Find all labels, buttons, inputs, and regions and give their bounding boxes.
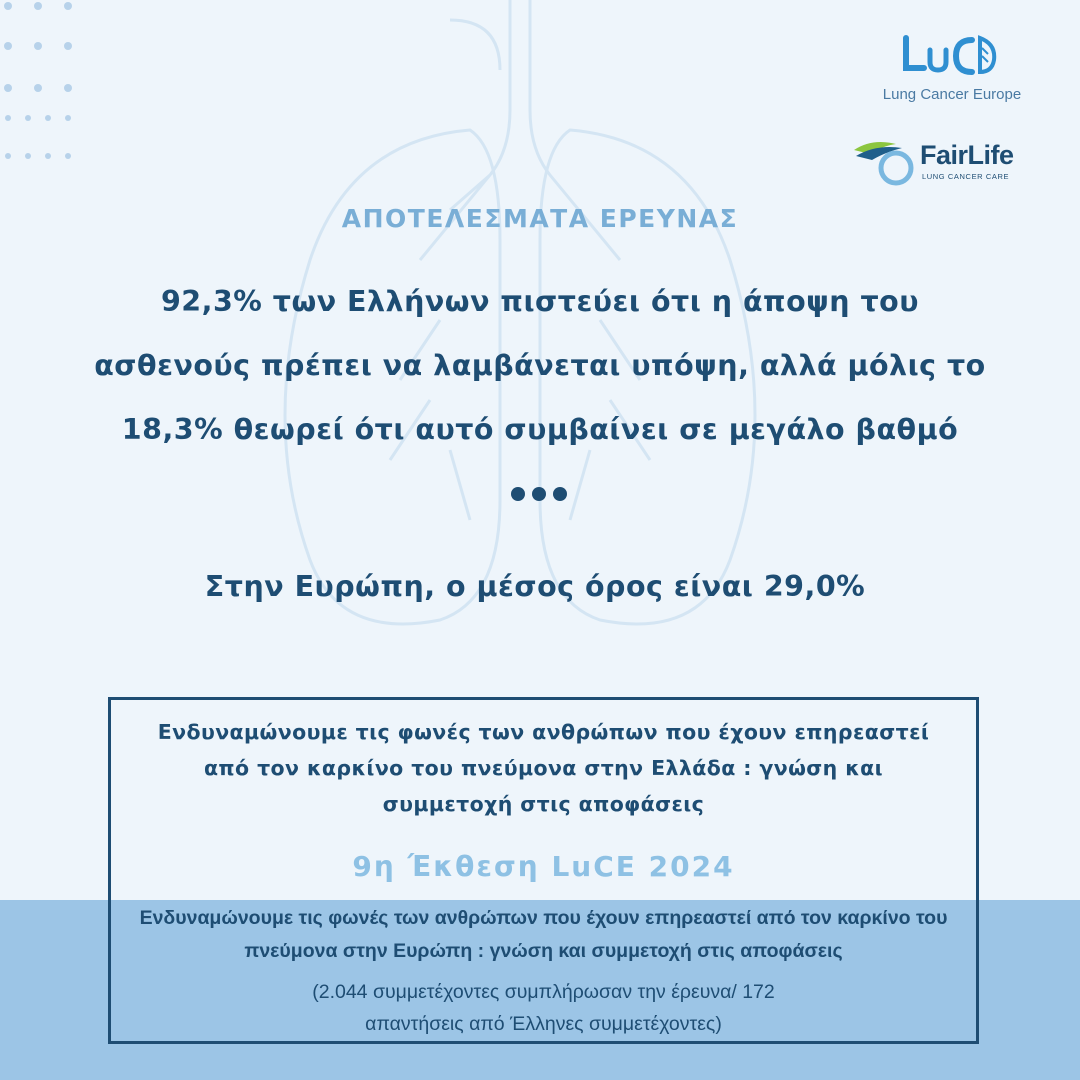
fairlife-tagline: LUNG CANCER CARE xyxy=(922,172,1010,181)
report-greece-line-1: Ενδυναμώνουμε τις φωνές των ανθρώπων που έχουν επηρεαστεί xyxy=(157,720,930,744)
participants-line-1: (2.044 συμμετέχοντες συμπλήρωσαν την έρευνα/ 172 xyxy=(312,981,775,1003)
dot-grid-pattern xyxy=(0,0,80,170)
report-greece-line-2: από τον καρκίνο του πνεύμονα στην Ελλάδα : γνώση και xyxy=(203,756,884,780)
fairlife-logo xyxy=(852,136,1032,192)
headline-statistic xyxy=(60,270,1020,462)
luce-logo-mark xyxy=(902,34,998,78)
headline-line-3: 18,3% θεωρεί ότι αυτό συμβαίνει σε μεγάλο βαθμό xyxy=(121,413,959,446)
luce-logo xyxy=(872,30,1032,110)
fairlife-logo-mark xyxy=(852,136,914,188)
section-title: ΑΠΟΤΕΛΕΣΜΑΤΑ ΕΡΕΥΝΑΣ xyxy=(341,204,739,233)
participants-note xyxy=(111,976,976,1040)
report-europe-title xyxy=(105,902,982,968)
headline-line-2: ασθενούς πρέπει να λαμβάνεται υπόψη, αλλά μόλις το xyxy=(94,349,986,382)
participants-line-2: απαντήσεις από Έλληνες συμμετέχοντες) xyxy=(365,1013,722,1035)
report-edition: 9η Έκθεση LuCE 2024 xyxy=(352,850,735,883)
report-europe-line-2: πνεύμονα στην Ευρώπη : γνώση και συμμετοχή στις αποφάσεις xyxy=(244,940,843,962)
ellipsis-icon xyxy=(511,487,571,503)
report-greece-line-3: συμμετοχή στις αποφάσεις xyxy=(382,792,705,816)
luce-caption: Lung Cancer Europe xyxy=(882,86,1022,103)
report-box xyxy=(108,697,979,1044)
europe-average: Στην Ευρώπη, ο μέσος όρος είναι 29,0% xyxy=(204,570,866,603)
headline-line-1: 92,3% των Ελλήνων πιστεύει ότι η άποψη του xyxy=(160,285,920,318)
fairlife-name: FairLife xyxy=(920,140,1014,170)
report-greece-title xyxy=(111,714,976,822)
report-europe-line-1: Ενδυναμώνουμε τις φωνές των ανθρώπων που έχουν επηρεαστεί από τον καρκίνο του xyxy=(139,907,948,929)
